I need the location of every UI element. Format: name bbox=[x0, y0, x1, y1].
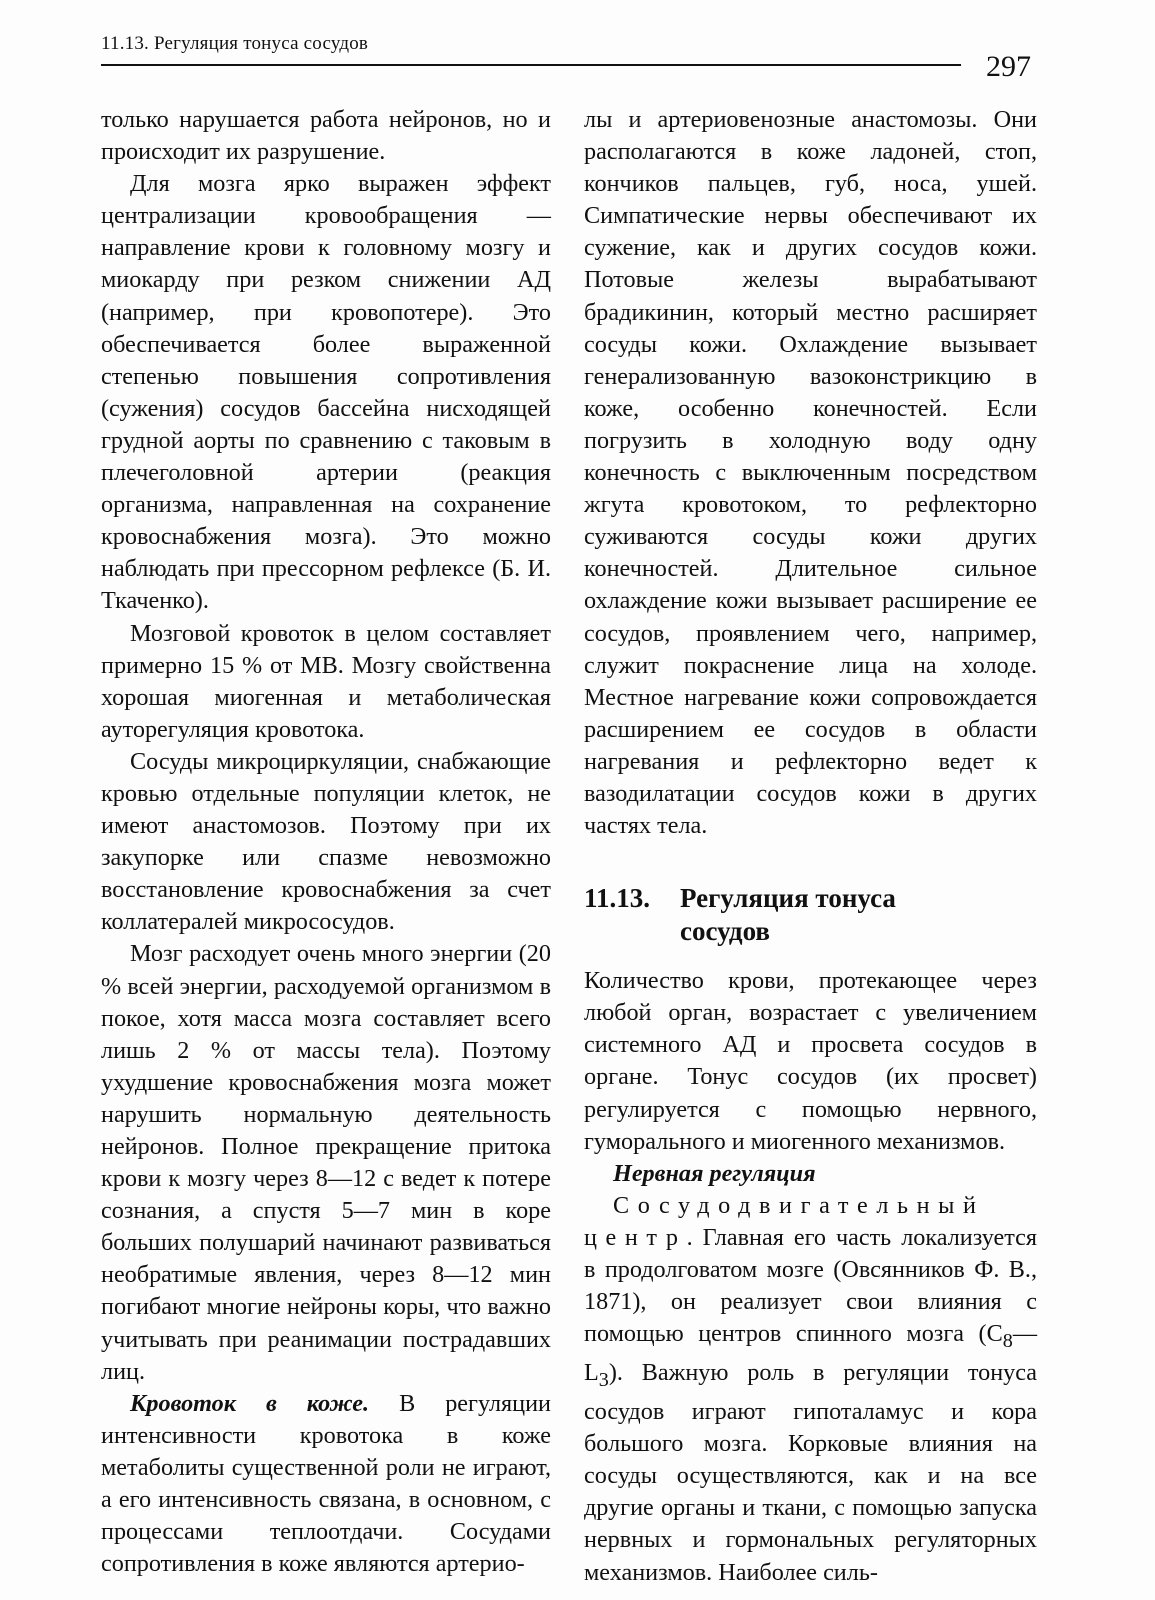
paragraph: Мозговой кровоток в целом составляет примерно 15 % от МВ. Мозгу свойственна хорошая миогенная и метаболическая ауторегуляция кровотока. bbox=[101, 619, 551, 743]
paragraph: Мозг расходует очень много энергии (20 % всей энергии, расходуемой организмом в покое, хотя масса мозга составляет всего лишь 2 % от массы тела). Поэтому ухудшение кровоснабжения мозга может нарушить нормальную деятельность нейронов. Полное прекращение притока крови к мозгу через 8—12 с ведет к потере сознания, а спустя 5—7 мин в коре больших полушарий начинают развиваться необратимые явления, через 8—12 мин погибают многие нейроны коры, что важно учитывать при реанимации пострадавших лиц. bbox=[101, 940, 551, 1385]
subscript: 8 bbox=[1002, 1330, 1013, 1353]
section-heading bbox=[584, 882, 1037, 948]
spaced-term: Сосудодвигательный центр bbox=[584, 1191, 985, 1251]
paragraph: лы и артериовенозные анастомозы. Они располагаются в коже ладоней, стоп, кончиков пальцев, губ, носа, ушей. Симпатические нервы обеспечивают их сужение, как и других сосудов кожи. Потовые железы вырабатывают брадикинин, который местно расширяет сосуды кожи. Охлаждение вызывает генерализованную вазоконстрикцию в коже, особенно конечностей. Если погрузить в холодную воду одну конечность с выключенным посредством жгута кровотоком, то рефлекторно суживаются сосуды кожи других конечностей. Длительное сильное охлаждение кожи вызывает расширение ее сосудов, проявлением чего, например, служит покраснение лица на холоде. Местное нагревание кожи сопровождается расширением ее сосудов в области нагревания и рефлекторно ведет к вазодилатации сосудов кожи в других частях тела. bbox=[584, 106, 1037, 840]
paragraph-skin-blood-flow bbox=[101, 1388, 551, 1581]
right-column bbox=[584, 104, 1037, 1589]
paragraph-text: . Главная его часть локализуется в продолговатом мозге (Овсянников Ф. В., 1871), он реализует свои влияния с помощью центров спинного мозга (C bbox=[584, 1223, 1037, 1348]
paragraph: Количество крови, протекающее через любой орган, возрастает с увеличением системного АД и просвета сосудов в органе. Тонус сосудов (их просвет) регулируется с помощью нервного, гуморального и миогенного механизмов. bbox=[584, 967, 1037, 1155]
section-title-line2: сосудов bbox=[680, 916, 770, 947]
section-number: 11.13. bbox=[584, 883, 651, 914]
paragraph: только нарушается работа нейронов, но и происходит их разрушение. bbox=[101, 106, 551, 166]
left-column bbox=[101, 104, 551, 1580]
paragraph-vasomotor-center bbox=[584, 1190, 1037, 1589]
subscript: 3 bbox=[598, 1368, 609, 1391]
paragraph: Сосуды микроциркуляции, снабжающие кровью отдельные популяции клеток, не имеют анастомозов. Поэтому при их закупорке или спазме невозможно восстановление кровоснабжения за счет коллатералей микрососудов. bbox=[101, 747, 551, 936]
paragraph-text: В регуляции интенсивности кровотока в коже метаболиты существенной роли не играют, а его интенсивность связана, в основном, с процессами теплоотдачи. Сосудами сопротивления в коже являются артерио- bbox=[101, 1389, 551, 1578]
header-rule bbox=[101, 64, 961, 66]
section-title-line1: Регуляция тонуса bbox=[680, 883, 896, 914]
paragraph: Для мозга ярко выражен эффект централизации кровообращения — направление крови к головному мозгу и миокарду при резком снижении АД (например, при кровопотере). Это обеспечивается более выраженной степенью повышения сопротивления (сужения) сосудов бассейна нисходящей грудной аорты по сравнению с таковым в плечеголовной артерии (реакция организма, направленная на сохранение кровоснабжения мозга). Это можно наблюдать при прессорном рефлексе (Б. И. Ткаченко). bbox=[101, 170, 551, 615]
run-in-heading: Кровоток в коже. bbox=[130, 1389, 370, 1417]
page-number: 297 bbox=[986, 50, 1031, 83]
paragraph-text: ). Важную роль в регуляции тонуса сосудов играют гипоталамус и кора большого мозга. Корковые влияния на сосуды осуществляются, как и на все другие органы и ткани, с помощью запуска нервных и гормональных регуляторных механизмов. Наиболее силь- bbox=[584, 1359, 1037, 1586]
running-head: 11.13. Регуляция тонуса сосудов bbox=[101, 33, 369, 54]
subheading: Нервная регуляция bbox=[613, 1159, 816, 1187]
dash-text: —L bbox=[584, 1320, 1037, 1387]
